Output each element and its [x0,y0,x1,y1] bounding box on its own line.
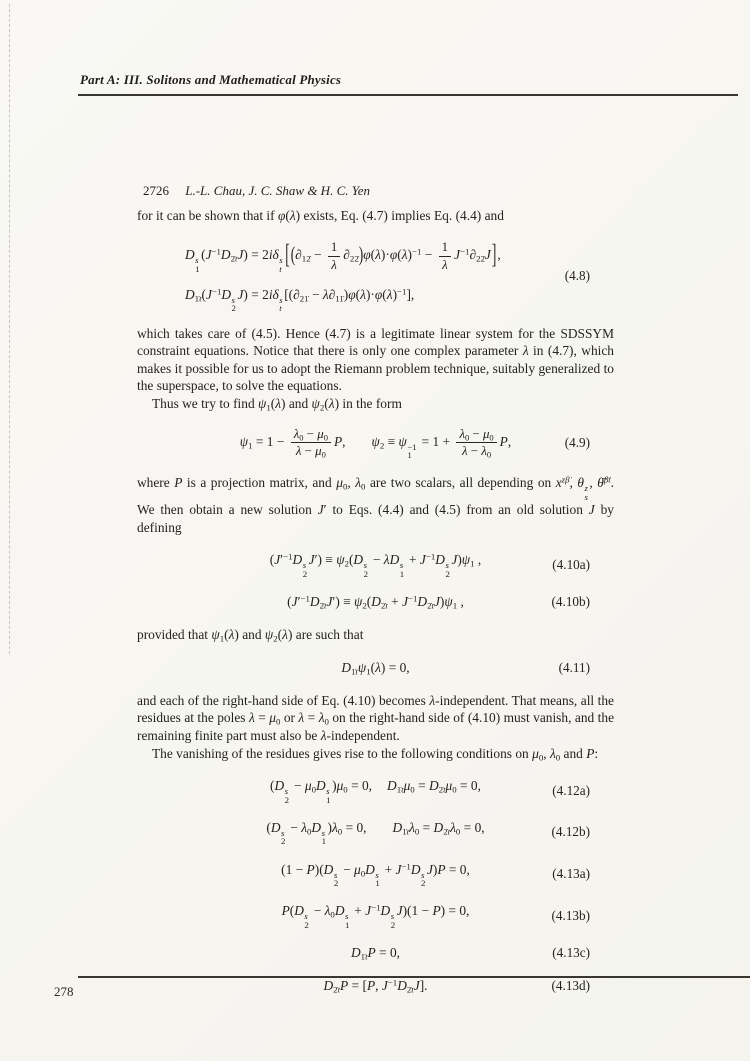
equation-number: (4.10a) [552,556,590,572]
paragraph-discussion: which takes care of (4.5). Hence (4.7) is a legitimate linear system for the SDSSYM constraint equations. Notice that there is only one complex parameter λ in (4.7), which makes it possible for us to adopt the Riemann problem technique, suitably generalized to the superspace, to solve the equations. [137,325,614,394]
equation-line: D s 1 $(J^{-1}D_{2̇t}J) = 2i\delta$ s t [($\partial_{12̇}$ − $\frac{1}{\lambda}$ $\partial_{22̇})\varphi(\lambda)\cdot\varphi(\lambda)^{-1}$ − $\frac{1}{\lambda}$ $J^{-1}\partial_{22̇}J$], [185,238,501,274]
equation-4-10a [137,551,614,578]
equation-number: (4.9) [564,435,590,451]
page-number: 278 [54,984,74,999]
equation-number: (4.12b) [551,824,590,840]
paragraph-intro: for it can be shown that if φ(λ) exists, Eq. (4.7) implies Eq. (4.4) and [137,207,504,223]
equation-number: (4.13a) [552,866,590,882]
paragraph-thus: Thus we try to find $\psi_1(\lambda)$ and $\psi_2(\lambda)$ in the form [152,396,402,413]
equation-4-12b [137,819,614,846]
footer-rule [78,976,750,978]
equation-4-11 [137,659,614,677]
header-rule [78,94,738,96]
article-meta [143,182,614,200]
paragraph-provided: provided that $\psi_1(\lambda)$ and $\psi_2(\lambda)$ are such that [137,627,364,644]
equation-number: (4.13d) [551,978,590,994]
equation-number: (4.12a) [552,782,590,798]
equation-line: $D_{1̇t}P = 0$, [350,945,401,962]
equation-line: (D s 2 − $\lambda_0D$ s 1 )$\lambda_0 = 0$, $D_{1̇t}\lambda_0 = D_{2̇t}\lambda_0 = 0$, [266,819,485,847]
running-header: Part A: III. Solitons and Mathematical Physics [80,72,342,87]
paragraph-where: where P is a projection matrix, and $\mu_0$, $\lambda_0$ are two scalars, all depending on $x^{z\betȧ}$, θ z s , θ̄$^{\betȧt}$. We then obtain a new solution J′ to Eqs. (4.4) and (4.5) from an old solution J by defining [137,474,615,535]
equation-line: (1 − P)(D s 2 − $\mu_0D$ s 1 + $J^{-1}D$ s 2 J)P = 0, [281,861,470,889]
equation-4-12a [137,777,614,804]
equation-line: (D s 2 − $\mu_0D$ s 1 )$\mu_0 = 0$, $D_{1̇t}\mu_0 = D_{2̇t}\mu_0 = 0$, [270,778,481,805]
equation-line: $D_{1̇t}(J^{-1}D$ s 2 J) = 2iδ s t $[(\partial_{21̇} - \lambda\partial_{11̇})\varphi(\lambda)\cdot\varphi(\lambda)^{-1}]$, [185,286,415,314]
equation-4-10b [137,593,614,611]
equation-number: (4.8) [564,268,590,284]
equation-4-13b [137,902,614,929]
equation-number: (4.13c) [552,945,590,961]
equation-line: $D_{1̇t}\psi_1(\lambda) = 0$, [341,659,410,677]
article-start-page: 2726 [143,183,169,198]
equation-number: (4.13b) [551,908,590,924]
equation-number: (4.10b) [551,594,590,610]
equation-4-8 [137,240,614,312]
paragraph-independent: and each of the right-hand side of Eq. (4.10) becomes λ-independent. That means, all the residues at the poles $\lambda = \mu_0$ or $\lambda = \lambda_0$ on the right-hand side of (4.10) must vanish, and the remaining finite part must also be λ-independent. [137,692,615,743]
equation-4-13c [137,944,614,962]
article-authors: L.-L. Chau, J. C. Shaw & H. C. Yen [185,183,371,198]
equation-line: P(D s 2 − $\lambda_0D$ s 1 + $J^{-1}D$ s 2 J)(1 − P) = 0, [281,903,470,930]
equation-4-13d [137,977,614,995]
scan-binding-artifact [9,4,10,654]
page-content [137,182,614,1010]
equation-line: $\psi_1 = 1$ − $\frac{\lambda_0 - \mu_0}{\lambda - \mu_0}$ P, $\psi_2 \equiv \psi$ −1 1 = 1 + $\frac{\lambda_0 - \mu_0}{\lambda - \lambda_0}$ P, [239,426,512,460]
equation-line: ($J'^{-1}D$ s 2 $J') \equiv \psi_2(D$ s 2 − λD s 1 + $J^{-1}D$ s 2 $J)\psi_1$ , [269,551,482,579]
equation-line: $D_{2̇t}P = [P$, $J^{-1}D_{2̇t}J$]. [323,977,428,995]
paragraph-vanishing: The vanishing of the residues gives rise to the following conditions on $\mu_0$, $\lambda_0$ and P: [152,745,599,763]
equation-4-9 [137,427,614,460]
equation-4-13a [137,861,614,888]
equation-number: (4.11) [558,659,590,675]
equation-line: $(J'^{-1}D_{2̇t}J') \equiv \psi_2(D_{2̇t} + J^{-1}D_{2̇t}J)\psi_1$ , [287,593,464,611]
